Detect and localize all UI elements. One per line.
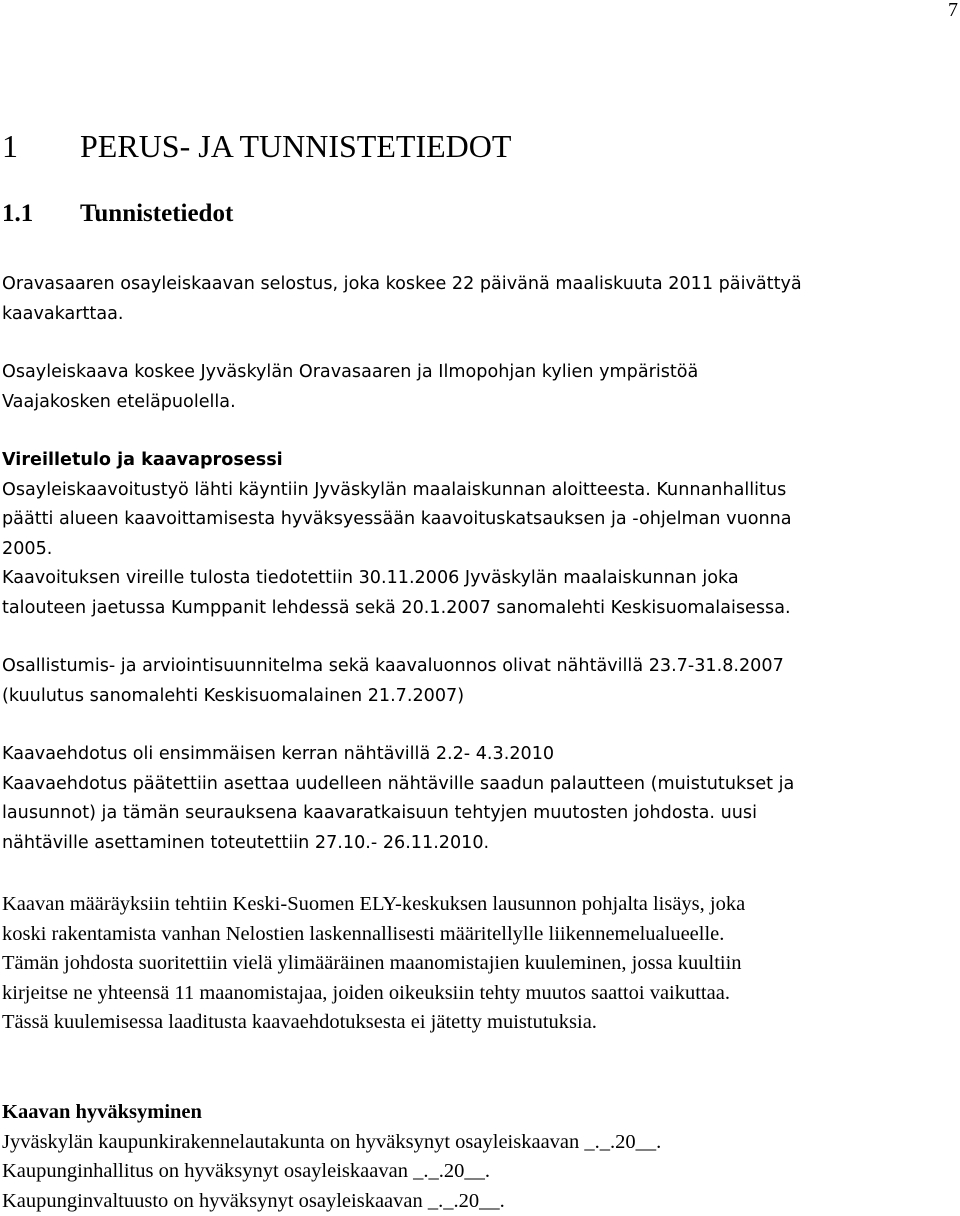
text-line: Tässä kuulemisessa laaditusta kaavaehdotuksesta ei jätetty muistutuksia. — [2, 1008, 745, 1038]
text-line: Osallistumis- ja arviointisuunnitelma sekä kaavaluonnos olivat nähtävillä 23.7-31.8.2007 — [2, 652, 784, 682]
text-line: Kaupunginhallitus on hyväksynyt osayleiskaavan _._.20__. — [2, 1157, 661, 1187]
text-line: Kaavaehdotus päätettiin asettaa uudelleen nähtäville saadun palautteen (muistutukset ja — [2, 770, 794, 800]
text-line: Vaajakosken eteläpuolella. — [2, 388, 698, 418]
text-line: Kaupunginvaltuusto on hyväksynyt osayleiskaavan _._.20__. — [2, 1187, 661, 1216]
text-line: Oravasaaren osayleiskaavan selostus, joka koskee 22 päivänä maaliskuuta 2011 päivättyä — [2, 270, 802, 300]
subsection-title: Tunnistetiedot — [80, 200, 233, 227]
text-line: talouteen jaetussa Kumppanit lehdessä sekä 20.1.2007 sanomalehti Keskisuomalaisessa. — [2, 594, 792, 624]
area-paragraph — [2, 358, 698, 417]
text-line: Kaavoituksen vireille tulosta tiedotettiin 30.11.2006 Jyväskylän maalaiskunnan joka — [2, 564, 792, 594]
text-line: kirjeitse ne yhteensä 11 maanomistajaa, joiden oikeuksiin tehty muutos saattoi vaikuttaa. — [2, 979, 745, 1009]
section-number: 1 — [2, 128, 80, 164]
text-line: päätti alueen kaavoittamisesta hyväksyessään kaavoituskatsauksen ja -ohjelman vuonna — [2, 505, 792, 535]
text-line: Osayleiskaavoitustyö lähti käyntiin Jyväskylän maalaiskunnan aloitteesta. Kunnanhallitus — [2, 476, 792, 506]
participation-paragraph — [2, 652, 784, 711]
text-line: nähtäville asettaminen toteutettiin 27.10.- 26.11.2010. — [2, 829, 794, 859]
section-heading — [2, 128, 511, 164]
text-line: Jyväskylän kaupunkirakennelautakunta on hyväksynyt osayleiskaavan _._.20__. — [2, 1128, 661, 1158]
text-line: Tämän johdosta suoritettiin vielä ylimääräinen maanomistajien kuuleminen, jossa kuultiin — [2, 949, 745, 979]
text-line: 2005. — [2, 535, 792, 565]
text-line: lausunnot) ja tämän seurauksena kaavaratkaisuun tehtyjen muutosten johdosta. uusi — [2, 799, 794, 829]
regulations-paragraph — [2, 890, 745, 1038]
approval-title: Kaavan hyväksyminen — [2, 1098, 661, 1128]
intro-paragraph — [2, 270, 802, 329]
approval-section — [2, 1098, 661, 1216]
text-line: kaavakarttaa. — [2, 300, 802, 330]
process-section — [2, 446, 792, 623]
text-line: (kuulutus sanomalehti Keskisuomalainen 21.7.2007) — [2, 682, 784, 712]
page-number: 7 — [948, 0, 958, 20]
text-line: Kaavan määräyksiin tehtiin Keski-Suomen ELY-keskuksen lausunnon pohjalta lisäys, joka — [2, 890, 745, 920]
text-line: Osayleiskaava koskee Jyväskylän Oravasaaren ja Ilmopohjan kylien ympäristöä — [2, 358, 698, 388]
process-title: Vireilletulo ja kaavaprosessi — [2, 446, 792, 476]
text-line: koski rakentamista vanhan Nelostien laskennallisesti määritellylle liikennemelualueelle. — [2, 920, 745, 950]
subsection-number: 1.1 — [2, 198, 80, 230]
proposal-paragraph — [2, 740, 794, 858]
subsection-heading — [2, 198, 233, 230]
section-title: PERUS- JA TUNNISTETIEDOT — [80, 128, 511, 164]
text-line: Kaavaehdotus oli ensimmäisen kerran nähtävillä 2.2- 4.3.2010 — [2, 740, 794, 770]
